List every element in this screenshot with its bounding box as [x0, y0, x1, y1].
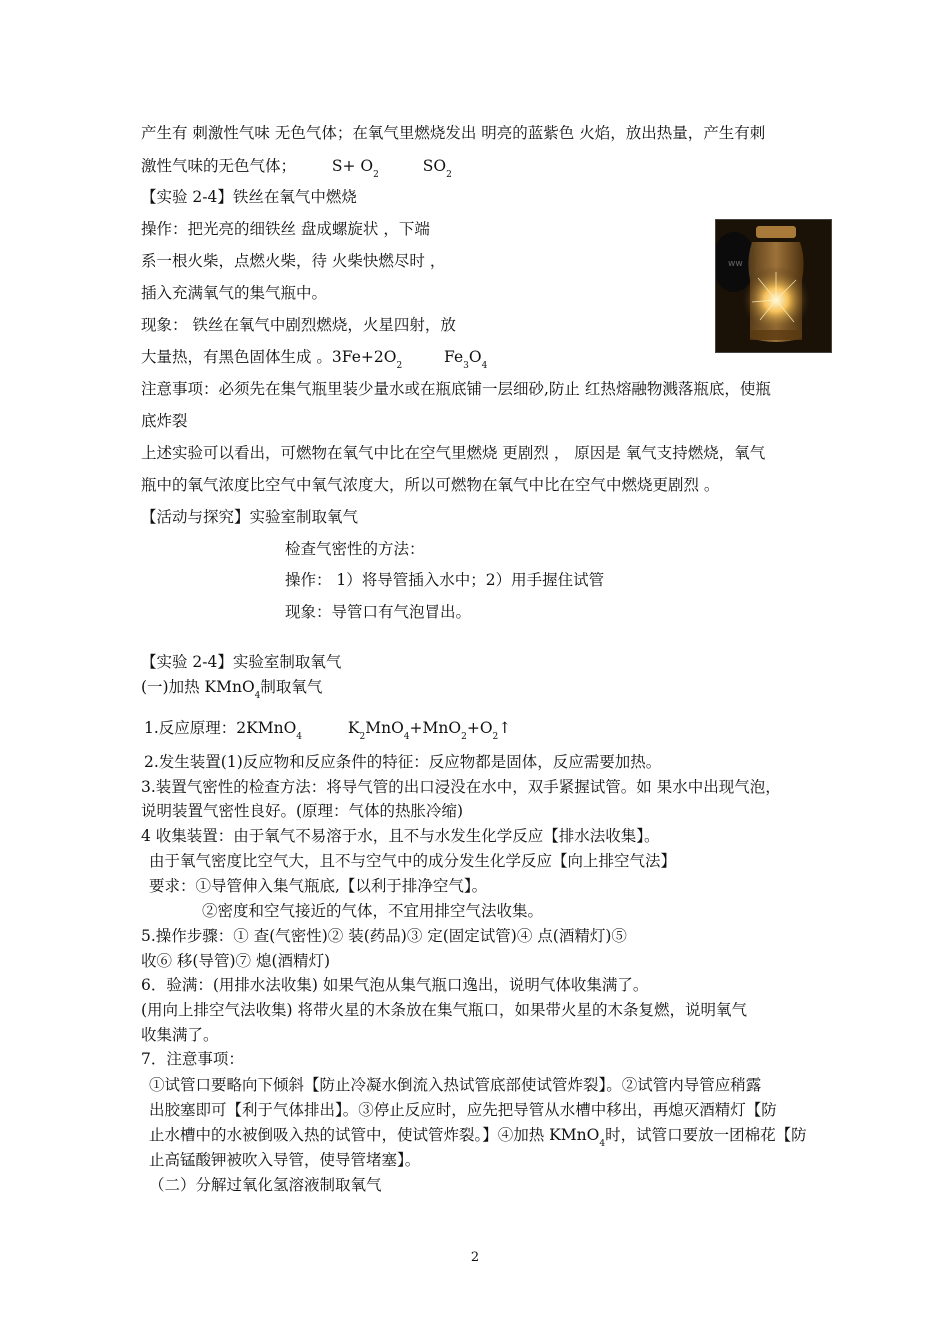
formula: +MnO	[409, 719, 462, 737]
text-line	[144, 718, 511, 741]
text-line: ②密度和空气接近的气体，不宜用排空气法收集。	[202, 902, 544, 920]
subscript: 3	[463, 361, 469, 371]
text-line: 上述实验可以看出，可燃物在氧气中比在空气里燃烧 更剧烈 ， 原因是 氧气支持燃烧，氧气	[141, 444, 766, 462]
subscript: 4	[296, 732, 303, 742]
section-heading: 【实验 2-4】铁丝在氧气中燃烧	[141, 188, 357, 206]
subscript: 4	[254, 691, 261, 701]
subscript: 2	[373, 170, 379, 180]
formula: SO	[422, 157, 447, 175]
section-heading: （二）分解过氧化氢溶液制取氧气	[149, 1176, 382, 1194]
text-line	[141, 347, 487, 370]
subscript: 2	[359, 732, 366, 742]
subscript: 2	[492, 732, 499, 742]
subscript: 2	[461, 732, 467, 742]
subscript: 4	[599, 1139, 606, 1149]
gas-arrow: ↑	[498, 719, 512, 737]
text-line: 操作：把光亮的细铁丝 盘成螺旋状 ，下端	[141, 220, 430, 238]
text-line	[149, 1125, 807, 1148]
subscript: 2	[446, 170, 452, 180]
text-line: 说明装置气密性良好。(原理：气体的热胀冷缩)	[141, 802, 464, 820]
jar-flame-illustration	[716, 220, 831, 352]
iron-wire-burning-photo	[715, 219, 832, 353]
text-line: 止高锰酸钾被吹入导管，使导管堵塞】。	[149, 1151, 421, 1169]
text-line: ①试管口要略向下倾斜【防止冷凝水倒流入热试管底部使试管炸裂】。②试管内导管应稍露	[149, 1076, 762, 1094]
text-line: 收⑥ 移(导管)⑦ 熄(酒精灯)	[141, 952, 331, 970]
subscript: 4	[403, 732, 410, 742]
text-line: 现象：导管口有气泡冒出。	[285, 603, 472, 621]
text-line: 3.装置气密性的检查方法：将导气管的出口浸没在水中，双手紧握试管。如 果水中出现气泡，	[141, 778, 781, 796]
text-line: 插入充满氧气的集气瓶中。	[141, 284, 328, 302]
formula: K	[347, 719, 360, 737]
formula: Fe	[444, 348, 464, 366]
section-heading: 【活动与探究】实验室制取氧气	[141, 508, 359, 526]
svg-text:ww: ww	[728, 259, 743, 269]
text-line: 注意事项：必须先在集气瓶里装少量水或在瓶底铺一层细砂,防止 红热熔融物溅落瓶底，使瓶	[141, 380, 771, 398]
text-line: 5.操作步骤：① 查(气密性)② 装(药品)③ 定(固定试管)④ 点(酒精灯)⑤	[141, 927, 627, 945]
text-span: 大量热，有黑色固体生成 。3Fe+2O	[141, 348, 397, 366]
formula: O	[468, 348, 482, 366]
text-line: 4 收集装置：由于氧气不易溶于水，且不与水发生化学反应【排水法收集】。	[141, 827, 660, 845]
text-line: 收集满了。	[141, 1026, 219, 1044]
formula: MnO	[365, 719, 404, 737]
text-line	[141, 156, 452, 179]
text-span: 时，试管口要放一团棉花【防	[605, 1126, 807, 1144]
text-line: 出胶塞即可【利于气体排出】。③停止反应时，应先把导管从水槽中移出，再熄灭酒精灯【防	[149, 1101, 777, 1119]
page-number: 2	[470, 1250, 480, 1265]
subscript: 4	[481, 361, 488, 371]
text-line: 2.发生装置(1)反应物和反应条件的特征：反应物都是固体，反应需要加热。	[144, 753, 662, 771]
text-line: 现象： 铁丝在氧气中剧烈燃烧，火星四射，放	[141, 316, 456, 334]
text-span: 激性气味的无色气体；	[141, 157, 297, 175]
section-heading: 【实验 2-4】实验室制取氧气	[141, 653, 342, 671]
formula: S+ O	[331, 157, 374, 175]
text-line: 7．注意事项：	[141, 1050, 244, 1068]
text-span: 制取氧气	[260, 678, 323, 696]
text-span: (一)加热 KMnO	[141, 678, 255, 696]
text-line: 底炸裂	[141, 412, 188, 430]
text-line: 由于氧气密度比空气大，且不与空气中的成分发生化学反应【向上排空气法】	[149, 852, 677, 870]
text-line	[141, 677, 322, 700]
text-line: 系一根火柴，点燃火柴，待 火柴快燃尽时 ，	[141, 252, 446, 270]
text-line: 要求：①导管伸入集气瓶底,【以利于排净空气】。	[149, 877, 488, 895]
subscript: 2	[396, 361, 403, 371]
text-line: 操作： 1）将导管插入水中；2）用手握住试管	[285, 571, 605, 589]
text-line: 产生有 刺激性气味 无色气体；在氧气里燃烧发出 明亮的蓝紫色 火焰，放出热量，产生有刺	[141, 124, 766, 142]
text-line: 6．验满：(用排水法收集) 如果气泡从集气瓶口逸出，说明气体收集满了。	[141, 976, 649, 994]
formula: +O	[466, 719, 493, 737]
text-line: 瓶中的氧气浓度比空气中氧气浓度大，所以可燃物在氧气中比在空气中燃烧更剧烈 。	[141, 476, 720, 494]
text-span: 止水槽中的水被倒吸入热的试管中，使试管炸裂。】④加热 KMnO	[149, 1126, 600, 1144]
text-line: 检查气密性的方法：	[285, 540, 425, 558]
text-span: 1.反应原理：2KMnO	[144, 719, 297, 737]
text-line: (用向上排空气法收集) 将带火星的木条放在集气瓶口，如果带火星的木条复燃，说明氧气	[141, 1001, 748, 1019]
